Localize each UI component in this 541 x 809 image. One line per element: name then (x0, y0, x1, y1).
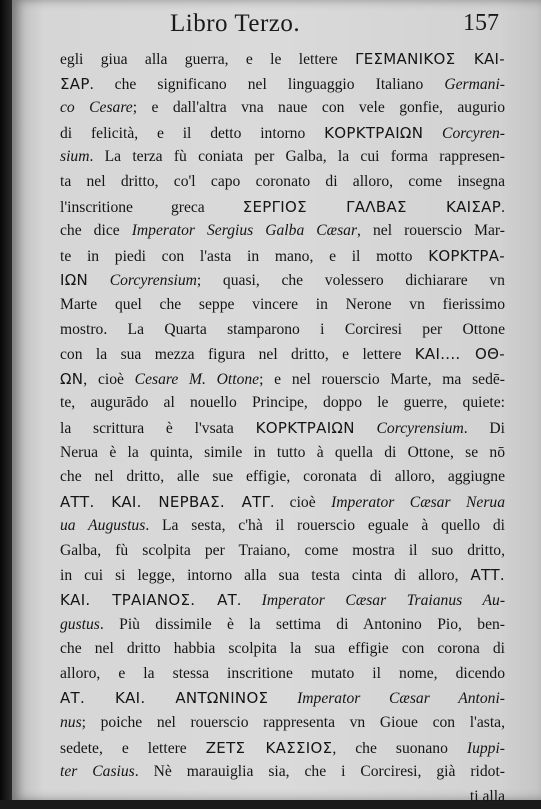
book-page (12, 0, 541, 805)
text-run: che nel dritto, alle sue effigie, coronata di alloro, aggiugne (60, 468, 505, 486)
text-run: . (501, 198, 505, 216)
text-line (60, 539, 505, 564)
text-run: ti alla (469, 787, 505, 805)
italic-run: ter Casius (60, 763, 135, 781)
greek-run: ΚΟΡΚΤΡΑΙΩΝ (255, 418, 355, 437)
text-line (60, 563, 505, 588)
greek-run: ΑΤ. ΚΑΙ. ΑΝΤΩΝΙΝΟΣ (60, 689, 269, 708)
text-line (60, 145, 505, 170)
text-run: alloro, e la stessa inscritione mutato il nome, dicendo (60, 664, 505, 682)
book-gutter (0, 0, 12, 800)
body-text (60, 47, 505, 809)
italic-run: co Cesare (60, 99, 133, 117)
text-line (60, 637, 505, 662)
text-run: Marte quel che seppe vincere in Nerone vn fierissimo (60, 295, 505, 313)
text-run: che dice (60, 222, 132, 240)
italic-run: gustus (60, 615, 100, 633)
text-run: . che significano nel linguaggio Italiano (89, 75, 445, 93)
text-line (60, 195, 505, 220)
text-line (60, 170, 505, 195)
text-run: in cui si legge, intorno alla sua testa cinta di alloro, (60, 567, 471, 585)
page-number: 157 (463, 10, 499, 36)
text-run: Galba, fù scolpita per Traiano, come mostra il suo dritto, (60, 541, 505, 559)
text-line (60, 391, 505, 416)
text-line (60, 416, 505, 441)
text-line (60, 760, 505, 785)
italic-run: Germani- (444, 75, 505, 93)
text-run: di felicità, e il detto intorno (60, 124, 325, 142)
text-run: l'inscritione greca (60, 198, 243, 216)
italic-run: Imperator Sergius Galba Cæsar (131, 222, 358, 240)
greek-run: ΚΑΙ. ΤΡΑΙΑΝΟΣ. ΑΤ (60, 591, 238, 610)
page-header (12, 6, 541, 46)
italic-run: Imperator Cæsar Traianus Au- (261, 592, 506, 610)
text-run: , cioè (83, 370, 135, 388)
text-line (60, 785, 505, 809)
text-run: . cioè (270, 493, 332, 511)
greek-run: ΣΑΡ (60, 74, 90, 93)
text-run: ; quasi, che volessero dichiarare vn (196, 272, 505, 290)
text-line (60, 736, 505, 761)
text-line (60, 47, 505, 72)
text-run: Nerua è la quinta, simile in tutto à quella di Ottone, se nō (60, 443, 505, 461)
text-line (60, 96, 505, 121)
text-run: . Di (463, 419, 505, 437)
text-run: mostro. La Quarta stamparono i Corciresi per Ottone (60, 320, 505, 338)
text-line (60, 490, 505, 515)
greek-run: ΣΕΡΓΙΟΣ ΓΑΛΒΑΣ ΚΑΙΣΑΡ (242, 197, 502, 216)
text-run: ; poiche nel rouerscio rappresenta vn Gioue con l'asta, (81, 714, 505, 732)
text-run: sedete, e lettere (60, 739, 206, 757)
text-run: . La terza fù coniata per Galba, la cui forma rappresen- (89, 148, 505, 166)
text-line (60, 465, 505, 490)
text-line (60, 342, 505, 367)
text-line (60, 441, 505, 466)
greek-run: ΑΤΤ. (470, 566, 505, 585)
text-run: ; e nel rouerscio Marte, ma sedē- (259, 370, 505, 388)
text-line (60, 244, 505, 269)
text-line (60, 367, 505, 392)
text-run: ta nel dritto, co'l capo coronato di alloro, come insegna (60, 172, 505, 190)
italic-run: Corcyren- (423, 124, 505, 142)
text-line (60, 588, 505, 613)
text-run: . Più dissimile è la settima di Antonino Pio, ben- (99, 615, 505, 633)
italic-run: Iuppi- (466, 739, 505, 757)
text-line (60, 662, 505, 687)
italic-run: ua Augustus (60, 517, 146, 535)
text-run: , che suonano (332, 739, 467, 757)
text-run: . Nè marauiglia sia, che i Corciresi, già ridot- (134, 763, 505, 781)
text-line (60, 711, 505, 736)
running-title: Libro Terzo. (170, 10, 301, 37)
greek-run: ΖΕΤΣ ΚΑΣΣΙΟΣ (205, 738, 333, 757)
italic-run: Imperator Cæsar Antoni- (268, 690, 505, 708)
text-run: te in piedi con l'asta in mano, e il motto (60, 247, 429, 265)
text-line (60, 686, 505, 711)
text-line (60, 72, 505, 97)
italic-run: Imperator Cæsar Nerua (331, 493, 505, 511)
greek-run: ΚΟΡΚΤΡΑ- (428, 246, 505, 265)
text-run: la scrittura è l'vsata (60, 419, 256, 437)
text-run: ; e dall'altra vna naue con vele gonfie, augurio (132, 99, 505, 117)
text-run: egli giua alla guerra, e le lettere (60, 51, 356, 68)
text-line (60, 293, 505, 318)
greek-run: ΑΤΤ. ΚΑΙ. ΝΕΡΒΑΣ. ΑΤΓ (60, 492, 271, 511)
text-run: . (237, 592, 262, 610)
text-line (60, 268, 505, 293)
italic-run: Corcyrensium (354, 419, 464, 437)
greek-run: ΚΑΙ.... ΟΘ- (414, 345, 505, 364)
text-line (60, 121, 505, 146)
text-line (60, 318, 505, 343)
text-run: che nel dritto habbia scolpita la sua effigie con corona di (60, 640, 505, 658)
greek-run: ΩΝ (60, 369, 84, 388)
text-run: con la sua mezza figura nel dritto, e lettere (60, 346, 415, 364)
italic-run: sium (60, 148, 90, 166)
text-line (60, 613, 505, 638)
italic-run: Corcyrensium (88, 272, 197, 290)
greek-run: ΚΟΡΚΤΡΑΙΩΝ (324, 123, 424, 142)
italic-run: Cesare M. Ottone (134, 370, 260, 388)
text-run: te, augurādo al nouello Principe, doppo le guerre, quiete: (60, 394, 505, 412)
greek-run: ΓΕΣΜΑΝΙΚΟΣ ΚΑΙ- (355, 50, 505, 68)
text-run: . La sesta, c'hà il rouerscio eguale à quello di (145, 517, 505, 535)
text-run: , nel rouerscio Mar- (357, 222, 506, 240)
text-line (60, 514, 505, 539)
text-line (60, 219, 505, 244)
italic-run: nus (60, 714, 82, 732)
greek-run: ΙΩΝ (60, 271, 89, 290)
